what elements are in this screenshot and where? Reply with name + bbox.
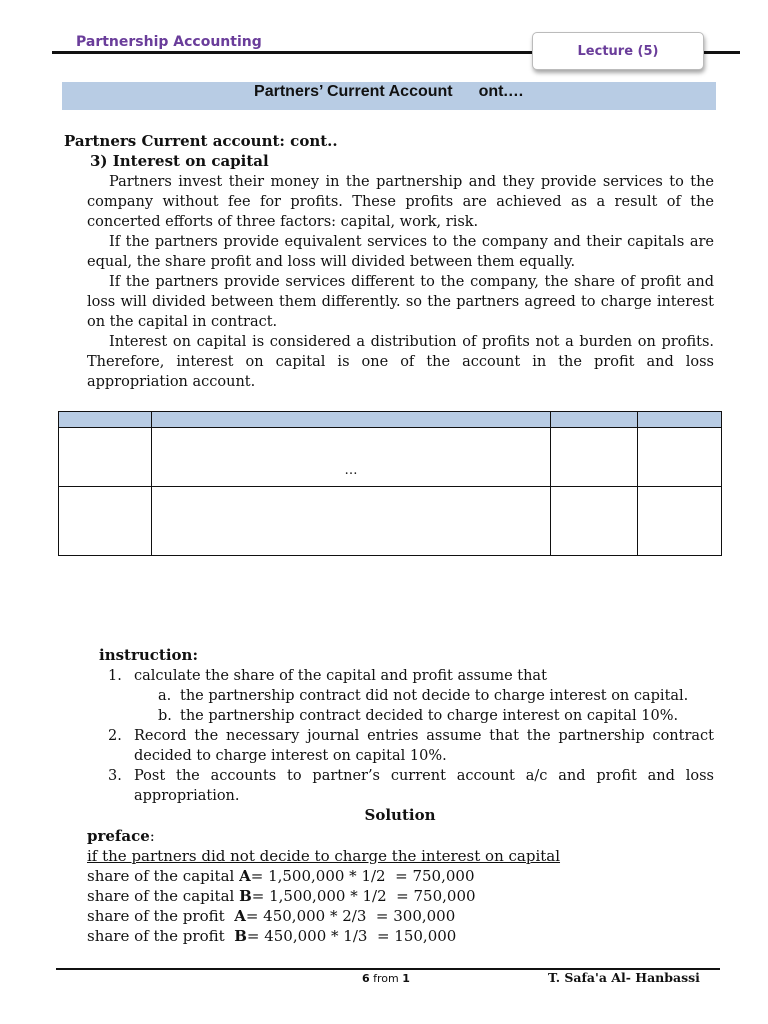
banner-title-suffix: ont.… [478, 83, 524, 100]
table-cell [551, 487, 638, 556]
table-cell [59, 487, 152, 556]
calc-line: share of the profit B= 450,000 * 1/3 = 150,000 [87, 927, 457, 945]
table-cell [151, 428, 550, 487]
instruction-title: instruction: [99, 646, 198, 664]
calc-line: share of the profit A= 450,000 * 2/3 = 300,000 [87, 907, 456, 925]
data-table [58, 411, 722, 556]
course-title: Partnership Accounting [76, 34, 262, 50]
section-title: Partners Current account: cont.. [64, 132, 338, 150]
lecture-badge [532, 32, 704, 70]
list-item: b. the partnership contract decided to charge interest on capital 10%. [158, 708, 679, 724]
table-header-row [59, 412, 722, 428]
lecture-label: Lecture (5) [577, 43, 659, 59]
paragraph: If the partners provide equivalent services to the company and their capitals are equal, the share profit and loss will divided between them equally. [87, 234, 714, 270]
table-cell [151, 487, 550, 556]
table-header-cell [551, 412, 638, 428]
page-number: 6 from 1 [362, 972, 410, 985]
table-header-cell [638, 412, 722, 428]
ellipsis-text: … [344, 463, 358, 478]
author-name: T. Safa'a Al- Hanbassi [548, 970, 700, 985]
subsection-title: 3) Interest on capital [90, 152, 269, 170]
banner-title-main: Partners’ Current Account [254, 83, 453, 100]
table-cell [59, 428, 152, 487]
table-row [59, 428, 722, 487]
paragraph: If the partners provide services different to the company, the share of profit and loss will divided between them differently. so the partners agreed to charge interest on the capital in contract. [87, 274, 714, 330]
list-item: 1. calculate the share of the capital and profit assume that [108, 668, 547, 684]
calc-line: share of the capital A= 1,500,000 * 1/2 = 750,000 [87, 867, 475, 885]
table-row [59, 487, 722, 556]
table-cell [551, 428, 638, 487]
instruction-list [100, 666, 714, 806]
preface-line: preface: [87, 827, 155, 845]
table-cell [638, 428, 722, 487]
table-cell [638, 487, 722, 556]
list-item: 3. Post the accounts to partner’s current account a/c and profit and loss appropriation. [108, 768, 714, 804]
banner-title [62, 82, 716, 110]
list-item: a. the partnership contract did not decide to charge interest on capital. [158, 688, 689, 704]
calc-line: share of the capital B= 1,500,000 * 1/2 = 750,000 [87, 887, 476, 905]
table-header-cell [59, 412, 152, 428]
solution-title: Solution [364, 806, 436, 824]
paragraph: Partners invest their money in the partnership and they provide services to the company without fee for profits. These profits are achieved as a result of the concerted efforts of three factors: capital, work, risk. [87, 174, 714, 230]
table-header-cell [151, 412, 550, 428]
paragraph: Interest on capital is considered a distribution of profits not a burden on profits. Therefore, interest on capital is one of the account in the profit and loss appropriation account. [87, 334, 714, 390]
condition-line: if the partners did not decide to charge the interest on capital [87, 847, 561, 865]
list-item: 2. Record the necessary journal entries assume that the partnership contract decided to charge interest on capital 10%. [108, 728, 714, 764]
solution-body [87, 826, 560, 946]
section-paragraphs [87, 172, 714, 392]
